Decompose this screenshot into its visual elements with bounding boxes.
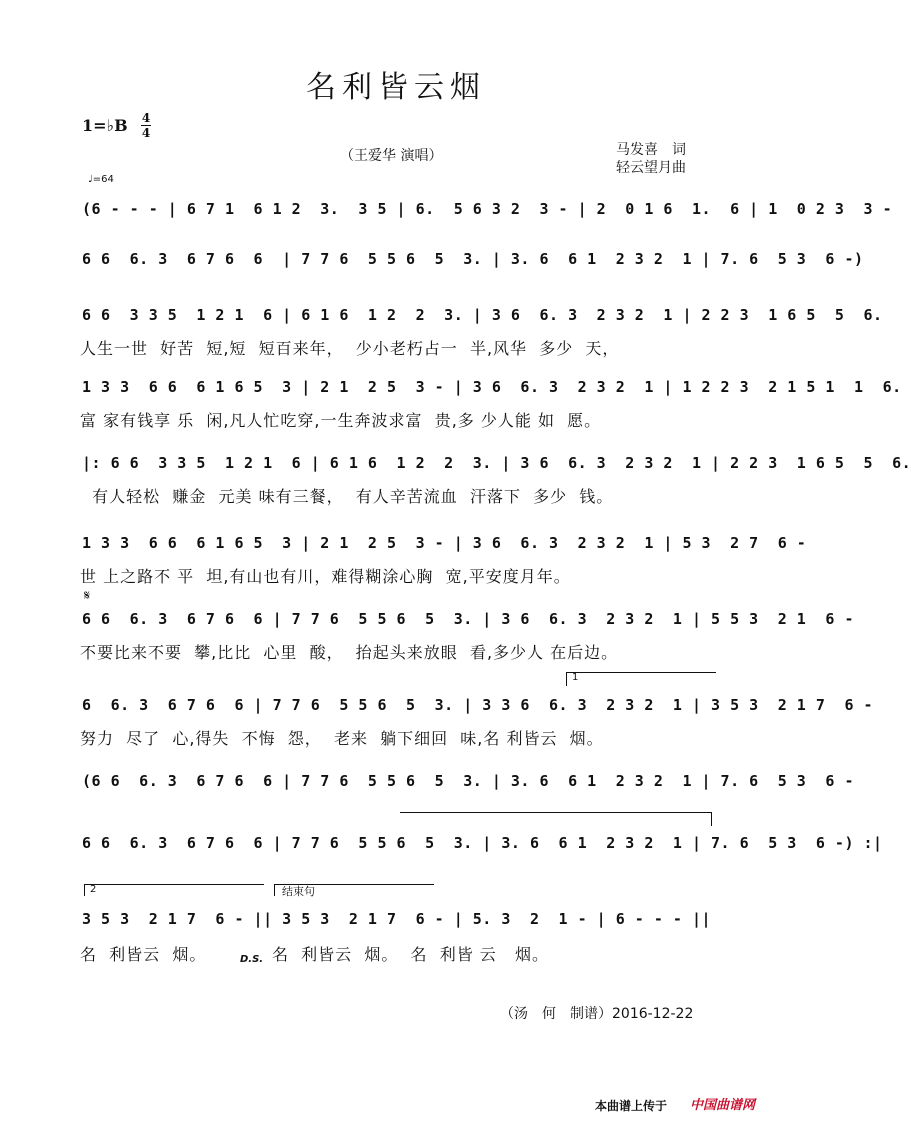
score-line-11: 3 5 3 2 1 7 6 - || 3 5 3 2 1 7 6 - | 5. 3 2 1 - | 6 - - - ||: [82, 910, 712, 928]
score-line-10: 6 6 6. 3 6 7 6 6 | 7 7 6 5 5 6 5 3. | 3. 6 6 1 2 3 2 1 | 7. 6 5 3 6 -) :|: [82, 834, 883, 852]
score-line-3: 6 6 3 3 5 1 2 1 6 | 6 1 6 1 2 2 3. | 3 6 6. 3 2 3 2 1 | 2 2 3 1 6 5 5 6.: [82, 306, 883, 324]
score-line-9: (6 6 6. 3 6 7 6 6 | 7 7 6 5 5 6 5 3. | 3. 6 6 1 2 3 2 1 | 7. 6 5 3 6 -: [82, 772, 854, 790]
volta-1-bracket-lower: [400, 812, 712, 813]
lyric-line-6: 世 上之路不 平 坦,有山也有川，难得糊涂心胸 宽,平安度月年。: [80, 567, 571, 586]
lyric-line-4: 富 家有钱享 乐 闲,凡人忙吃穿,一生奔波求富 贵,多 少人能 如 愿。: [80, 411, 602, 430]
score-line-4: 1 3 3 6 6 6 1 6 5 3 | 2 1 2 5 3 - | 3 6 6. 3 2 3 2 1 | 1 2 2 3 2 1 5 1 1 6.: [82, 378, 902, 396]
score-line-8: 6 6. 3 6 7 6 6 | 7 7 6 5 5 6 5 3. | 3 3 6 6. 3 2 3 2 1 | 3 5 3 2 1 7 6 -: [82, 696, 874, 714]
volta-1-bracket-start: [566, 672, 567, 686]
composer-credit: 轻云望月曲: [616, 160, 686, 176]
lyric-line-11a: 名 利皆云 烟。: [80, 945, 207, 964]
page-title: 名利皆云烟: [306, 70, 486, 105]
site-logo: 中国曲谱网: [690, 1098, 756, 1113]
score-line-7: 6 6 6. 3 6 7 6 6 | 7 7 6 5 5 6 5 3. | 3 6 6. 3 2 3 2 1 | 5 5 3 2 1 6 -: [82, 610, 854, 628]
volta-1-label: 1: [572, 672, 579, 683]
lyric-line-7: 不要比来不要 攀,比比 心里 酸， 抬起头来放眼 看,多少人 在后边。: [80, 643, 619, 662]
lyric-line-11b: 名 利皆云 烟。 名 利皆 云 烟。: [272, 945, 550, 964]
lyricist-credit: 马发喜 词: [616, 142, 686, 158]
singer-credit: （王爱华 演唱）: [340, 148, 443, 164]
time-signature-bottom: 4: [141, 126, 151, 140]
time-signature-top: 4: [141, 111, 151, 125]
score-line-1: (6 - - - | 6 7 1 6 1 2 3. 3 5 | 6. 5 6 3 2 3 - | 2 0 1 6 1. 6 | 1 0 2 3 3 -: [82, 200, 893, 218]
segno-sign: 𝄋: [84, 588, 91, 604]
volta-2-label: 2: [90, 884, 97, 895]
upload-note: 本曲谱上传于: [595, 1099, 668, 1113]
dal-segno-mark: D.S.: [240, 954, 264, 965]
volta-1-bracket-end: [711, 812, 712, 826]
tempo-marking: ♩=64: [88, 174, 114, 185]
score-line-5: |: 6 6 3 3 5 1 2 1 6 | 6 1 6 1 2 2 3. | 3 6 6. 3 2 3 2 1 | 2 2 3 1 6 5 5 6.: [82, 454, 911, 472]
score-line-6: 1 3 3 6 6 6 1 6 5 3 | 2 1 2 5 3 - | 3 6 6. 3 2 3 2 1 | 5 3 2 7 6 -: [82, 534, 807, 552]
time-signature: [141, 112, 151, 139]
volta-1-bracket-line: [566, 672, 716, 673]
ending-bracket-start: [274, 884, 275, 896]
volta-2-bracket-line: [84, 884, 264, 885]
score-line-2: 6 6 6. 3 6 7 6 6 | 7 7 6 5 5 6 5 3. | 3. 6 6 1 2 3 2 1 | 7. 6 5 3 6 -): [82, 250, 864, 268]
transcriber-credit: （汤 何 制谱）2016-12-22: [500, 1006, 694, 1022]
ending-label: 结束句: [282, 885, 315, 898]
key-signature: 1=♭B: [82, 116, 128, 135]
lyric-line-3: 人生一世 好苦 短,短 短百来年， 少小老朽占一 半,风华 多少 天，: [80, 339, 620, 358]
volta-2-bracket-start: [84, 884, 85, 896]
lyric-line-8: 努力 尽了 心,得失 不悔 怨， 老来 躺下细回 味,名 利皆云 烟。: [80, 729, 604, 748]
lyric-line-5: 有人轻松 赚金 元美 味有三餐， 有人辛苦流血 汗落下 多少 钱。: [80, 487, 614, 506]
